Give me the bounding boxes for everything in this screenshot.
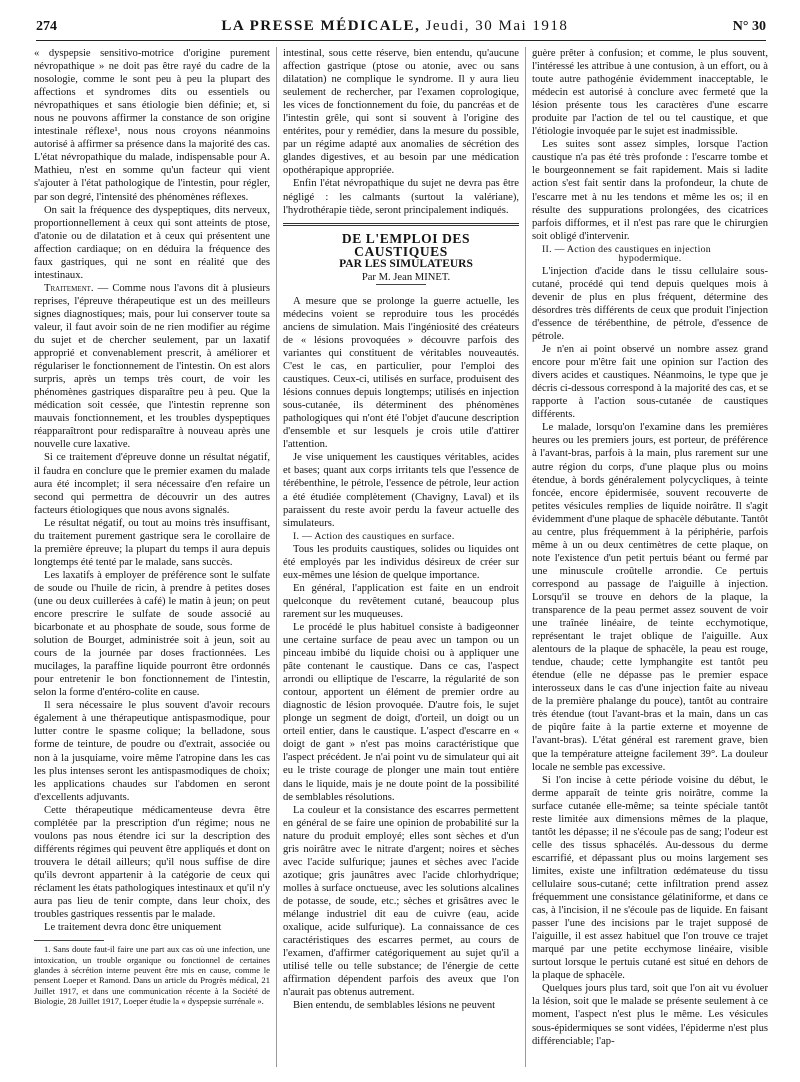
paragraph: Le procédé le plus habituel consiste à badigeonner une certaine surface de peau avec un tampon ou un pinceau imbibé du liquide choisi ou à appliquer une pâte contenant le caustique. Dans ce cas, l'aspect arrondi ou elliptique de l'escarre, la régularité de son contour, apportent un élément de premier ordre au diagnostic de lésion provoquée. D'autre fois, le sujet plonge un segment de doigt, d'orteil, un doigt ou un orteil entier, dans le caustique. L'aspect d'escarre en « doigt de gant » n'est pas moins caractéristique que l'aspect précédent. Je n'ai point vu de simulateur qui ait eu le triste courage de plonger une main tout entière dans le liquide, mais je ne doute point de la possibilité de semblables résolutions.: [283, 621, 519, 803]
column-1: [34, 47, 270, 1007]
paragraph: Il sera nécessaire le plus souvent d'avoir recours également à une thérapeutique antispasmodique, pour lutter contre le spasme colique; la belladone, sous forme de teinture, de poudre ou d'extrait, associée ou non à la jusquiame, voire même l'atropine dans les cas les plus intenses seront les antispasmodiques de choix; les applications chaudes sur l'abdomen en seront d'excellents adjuvants.: [34, 700, 270, 803]
paragraph: Je vise uniquement les caustiques véritables, acides et bases; quant aux corps irritants tels que l'essence de térébenthine, le pétrole, l'essence de pétrole, leur action a été étudiée complètement (Chavigny, Laval) et ils paraissent du reste avoir perdu la faveur actuelle des simulateurs.: [283, 452, 519, 529]
treatment-lead: Traitement.: [44, 282, 94, 294]
journal-masthead: [221, 18, 568, 35]
paragraph: Bien entendu, de semblables lésions ne peuvent: [293, 1000, 496, 1012]
paragraph: Les laxatifs à employer de préférence sont le sulfate de soude ou l'huile de ricin, à prendre à petites doses (une ou deux cuillerées à café) le matin à jeun; on peut encore prescrire le sulfate de soude associé au bicarbonate et au phosphate de soude, sous forme de solution de Bourget, administrée soit à jeun, soit au cours de la journée par doses fractionnées. Les mucilages, la paraffine liquide pourront être ordonnés pour entretenir le bon fonctionnement de l'intestin, selon la forme d'entéro-colite en cause.: [34, 569, 270, 699]
column-2: [283, 47, 519, 1012]
paragraph-treatment: [34, 282, 270, 452]
issue-date: Jeudi, 30 Mai 1918: [425, 18, 569, 34]
paragraph: Quelques jours plus tard, soit que l'on ait vu évoluer la lésion, soit que le malade se présente seulement à ce moment, l'aspect n'est plus le même. Les vésicules sous-épidermiques se sont vidées, l'épiderme n'est plus différenciable; l'ap-: [532, 983, 768, 1047]
column-divider-2: [525, 47, 526, 1067]
treatment-text: — Comme nous l'avons dit à plusieurs reprises, l'épreuve thérapeutique est un des meilleurs signes diagnostiques; mais, pour lui conserver toute sa valeur, il faut avoir soin de ne rien modifier au régime du sujet et de chercher seulement, par un laxatif approprié et convenablement prescrit, à améliorer et régulariser le fonctionnement de l'intestin. On est alors surpris, après un temps très court, de voir les phénomènes gastriques disparaître peu à peu. Que la médication soit cessée, que l'intestin reprenne son mauvais fonctionnement, et les troubles dyspeptiques réapparaîtront pour redisparaître à nouveau après une nouvelle cure laxative.: [34, 282, 270, 451]
paragraph: Je n'en ai point observé un nombre assez grand encore pour m'être fait une opinion sur l'action des divers acides et caustiques. Néanmoins, le type que je décris ci-dessous correspond à la majorité des cas, et se rapporte à l'action sous-cutanée de caustiques différents.: [532, 344, 768, 421]
article-title: DE L'EMPLOI DES CAUSTIQUES: [341, 230, 471, 259]
column-divider-1: [276, 47, 277, 1067]
journal-title: LA PRESSE MÉDICALE,: [221, 18, 421, 34]
article-separator: [283, 223, 519, 226]
paragraph: Tous les produits caustiques, solides ou liquides ont été employés par les individus désireux de créer sur eux-mêmes une lésion de quelque importance.: [283, 543, 519, 581]
section-heading: I. — Action des caustiques en surface.: [293, 530, 455, 542]
paragraph: « dyspepsie sensitivo-motrice d'origine purement névropathique » ne doit pas être rayé du cadre de la nosologie, comme le sont peu à peu la plupart des affections et syndromes dits ou essentiels ou névropathiques et sans étiologie bien définie; et, si nous ne pouvons affirmer la constance de son origine intestinale réflexe¹, nous nous croyons néanmoins autorisé à affirmer sa présence dans la majorité des cas. L'état névropathique du malade, indispensable pour A. Mathieu, n'est en somme qu'un facteur qui vient s'ajouter à l'état pathologique de l'intestin, pour régler, par son degré, l'intensité des phénomènes réflexes.: [34, 48, 270, 203]
paragraph: A mesure que se prolonge la guerre actuelle, les médecins voient se reproduire tous les procédés anciens de simulation. Mais l'ingéniosité des créateurs de « lésions provoquées » découvre parfois des variantes qui constituent de véritables nouveautés. C'est le cas, en particulier, pour l'emploi des caustiques. Ceux-ci, utilisés en surface, produisent des lésions connues depuis longtemps; utilisés en injection sous-cutanée, ils déterminent des phénomènes pathologiques qui n'ont été l'objet d'aucune description d'ensemble et sur lesquels je crois utile d'attirer l'attention.: [283, 295, 519, 451]
paragraph: Si l'on incise à cette période voisine du début, le derme apparaît de teinte gris noirâtre, comme la surface cutanée elle-même; sa teinte spéciale tantôt reste limitée aux dimensions mêmes de la plaque, tantôt les dépasse; il ne s'écoule pas de sang; l'odeur est celle des tissus sphacélés. Au-dessous du derme escarrifié, et dépassant plus ou moins largement ses limites, existe une infiltration œdémateuse du tissu cellulaire sous-cutané; cette infiltration prend assez fréquemment une consistance gélatiniforme, et dans ce cas, à l'incision, il ne s'écoule pas de liquide. En faisant passer l'une des incisions par le trajet supposé de l'aiguille, il est assez habituel que l'on trouve ce trajet marqué par une petite ecchymose linéaire, visible surtout lorsque le pertuis cutané est situé en dehors de la plaque de sphacèle.: [532, 774, 768, 982]
paragraph: Cette thérapeutique médicamenteuse devra être complétée par la prescription d'un régime; nous ne voulons pas nous étendre ici sur la description des différents régimes qui peuvent être appliqués et dont on trouvera le détail ailleurs; qu'il nous suffise de dire qu'ils devront appartenir à la catégorie de ceux qui réclament les états pathologiques intestinaux et qu'il n'y aura pas lieu de tenir compte, dans leur choix, des troubles gastriques ressentis par le malade.: [34, 804, 270, 921]
paragraph: Les suites sont assez simples, lorsque l'action caustique n'a pas été très profonde : l'escarre tombe et le bourgeonnement se fait rapidement. Mais si ladite action s'est fait sentir dans la profondeur, la chute de l'escarre met à nu les tendons et même les os; il en résulte des suppurations prolongées, des cicatrices parfois difformes, et il n'est pas rare que le chirurgien soit obligé d'intervenir.: [532, 139, 768, 242]
issue-number: N° 30: [732, 19, 766, 34]
paragraph: En général, l'application est faite en un endroit quelconque du revêtement cutané, beaucoup plus rarement sur les muqueuses.: [283, 582, 519, 620]
section-heading: II. — Action des caustiques en injection: [542, 243, 711, 255]
section-heading-cont: hypodermique.: [618, 252, 682, 264]
paragraph: L'injection d'acide dans le tissu cellulaire sous-cutané, procédé qui tend depuis quelques mois à devenir de plus en plus fréquent, détermine des désordres très différents de ceux que produit l'injection d'essence de térébenthine, de pétrole, d'essence de pétrole.: [532, 265, 768, 343]
paragraph: Enfin l'état névropathique du sujet ne devra pas être négligé : les calmants (surtout la valériane), l'hydrothérapie tiède, seront principalement indiqués.: [283, 178, 519, 216]
paragraph: intestinal, sous cette réserve, bien entendu, qu'aucune affection gastrique (ptose ou atonie, avec ou sans dilatation) ne complique le syndrome. Il y aura lieu seulement de rechercher, par l'examen coprologique, les vices de fonctionnement du foie, du pancréas et de l'intestin grêle, qui sont si souvent à l'origine des entérites, pour y remédier, dans la mesure du possible, par un régime adapté aux anomalies de sécrétion des glandes digestives, et au besoin par une médication opothérapique appropriée.: [283, 48, 519, 177]
paragraph: Le résultat négatif, ou tout au moins très insuffisant, du traitement purement gastrique sera le corollaire de la première épreuve; la plupart du temps il aura depuis longtemps été tenté par le malade, sans succès.: [34, 517, 270, 568]
paragraph: On sait la fréquence des dyspeptiques, dits nerveux, proportionnellement à ceux qui sont atteints de ptose, d'atonie ou de dilatation et à ceux qui présentent une affection cardiaque; on en déduira la fréquence des faux gastriques, qui ne sont en réalité que des intestinaux.: [34, 204, 270, 281]
article-author: Par M. Jean MINET.: [361, 271, 451, 283]
header-rule: [36, 40, 766, 41]
paragraph: Le malade, lorsqu'on l'examine dans les premières heures ou les premiers jours, est porteur, de préférence à l'avant-bras, parfois à la main, plus rarement sur une autre région du corps, d'une plaque plus ou moins étendue, à bords généralement polycycliques, à teinte foncée, encore épidermisée, souvent recouverte de petites vésicules remplies de liquide noirâtre. Il s'agit évidemment d'une plaque de sphacèle débutante. Tantôt au centre, plus fréquemment à la périphérie, parfois même à un ou deux centimètres de cette plaque, on note l'existence d'un petit pertuis béant ou fermé par une minuscule croûtelle arrondie. Ce pertuis correspond au passage de l'aiguille à injection. Lorsqu'il se trouve en dehors de la plaque, la transparence de la peau permet assez souvent de voir une traînée linéaire, de teinte ecchymotique, représentant le trajet oblique de l'aiguille. Aux alentours de la plaque de sphacèle, la peau est rouge, tendue, chaude; cette lymphangite est tantôt peu étendue (elle ne dépasse pas le premier espace interosseux dans le cas d'une injection faite au niveau de la première phalange du pouce), tantôt au contraire très étendue (tout l'avant-bras et la main, dans un cas de piqûre faite à la partie externe et moyenne de l'avant-bras). L'état général est rarement grave, bien que la température atteigne facilement 39°. La douleur locale ne semble pas excessive.: [532, 422, 769, 773]
article-subtitle: PAR LES SIMULATEURS: [339, 257, 473, 270]
paragraph: guère prêter à confusion; et comme, le plus souvent, l'intéressé les attribue à une contusion, à un effort, ou à toute autre pathogénie évidemment inacceptable, le médecin est autorisé à conclure avec fermeté que la lésion présente tous les caractères d'une escarre produite par l'action de tel ou tel caustique, et que l'étiologie invoquée par le sujet est inadmissible.: [532, 48, 768, 138]
column-3: [532, 47, 768, 1048]
title-rule: [376, 284, 426, 285]
paragraph: La couleur et la consistance des escarres permettent en général de se faire une opinion de probabilité sur la nature du produit employé; elles sont sèches et d'un gris noirâtre avec le nitrate d'argent; noires et sèches avec l'acide sulfurique; jaunes et sèches avec l'acide azotique; gris jaunâtres avec l'acide chlorhydrique; molles à surface onctueuse, avec les solutions alcalines de potasse, de soude, etc.; sèches et grisâtres avec le mélange industriel dit eau de cuivre (eau, acide oxalique, acide sulfurique). La connaissance de ces caractéristiques des escarres permet, au cours de l'examen, d'affirmer catégoriquement au sujet qu'il a utilisé telle ou telle substance; de l'énergie de cette affirmation dépendent parfois des aveux que l'on n'aurait pas obtenus autrement.: [283, 804, 519, 999]
paragraph: Si ce traitement d'épreuve donne un résultat négatif, il faudra en conclure que le premier examen du malade aura été incomplet; il sera nécessaire d'en refaire un second qui permettra de découvrir un des autres facteurs étiologiques que nous avons signalés.: [34, 452, 270, 516]
paragraph: Le traitement devra donc être uniquement: [44, 922, 222, 934]
footnote: 1. Sans doute faut-il faire une part aux cas où une infection, une intoxication, un trouble organique ou fonctionnel de certaines glandes à sécrétion interne peuvent être mis en cause, comme le pensent Loeper et Ramond. Dans un article du Progrès médical, 21 Juillet 1917, et dans une communication récente à la Société de Biologie, 28 Juillet 1917, Loeper étudie la « dyspepsie surrénale ».: [34, 944, 270, 1007]
page-number: 274: [36, 19, 57, 34]
footnote-rule: [34, 940, 104, 941]
page-header: [36, 18, 766, 40]
